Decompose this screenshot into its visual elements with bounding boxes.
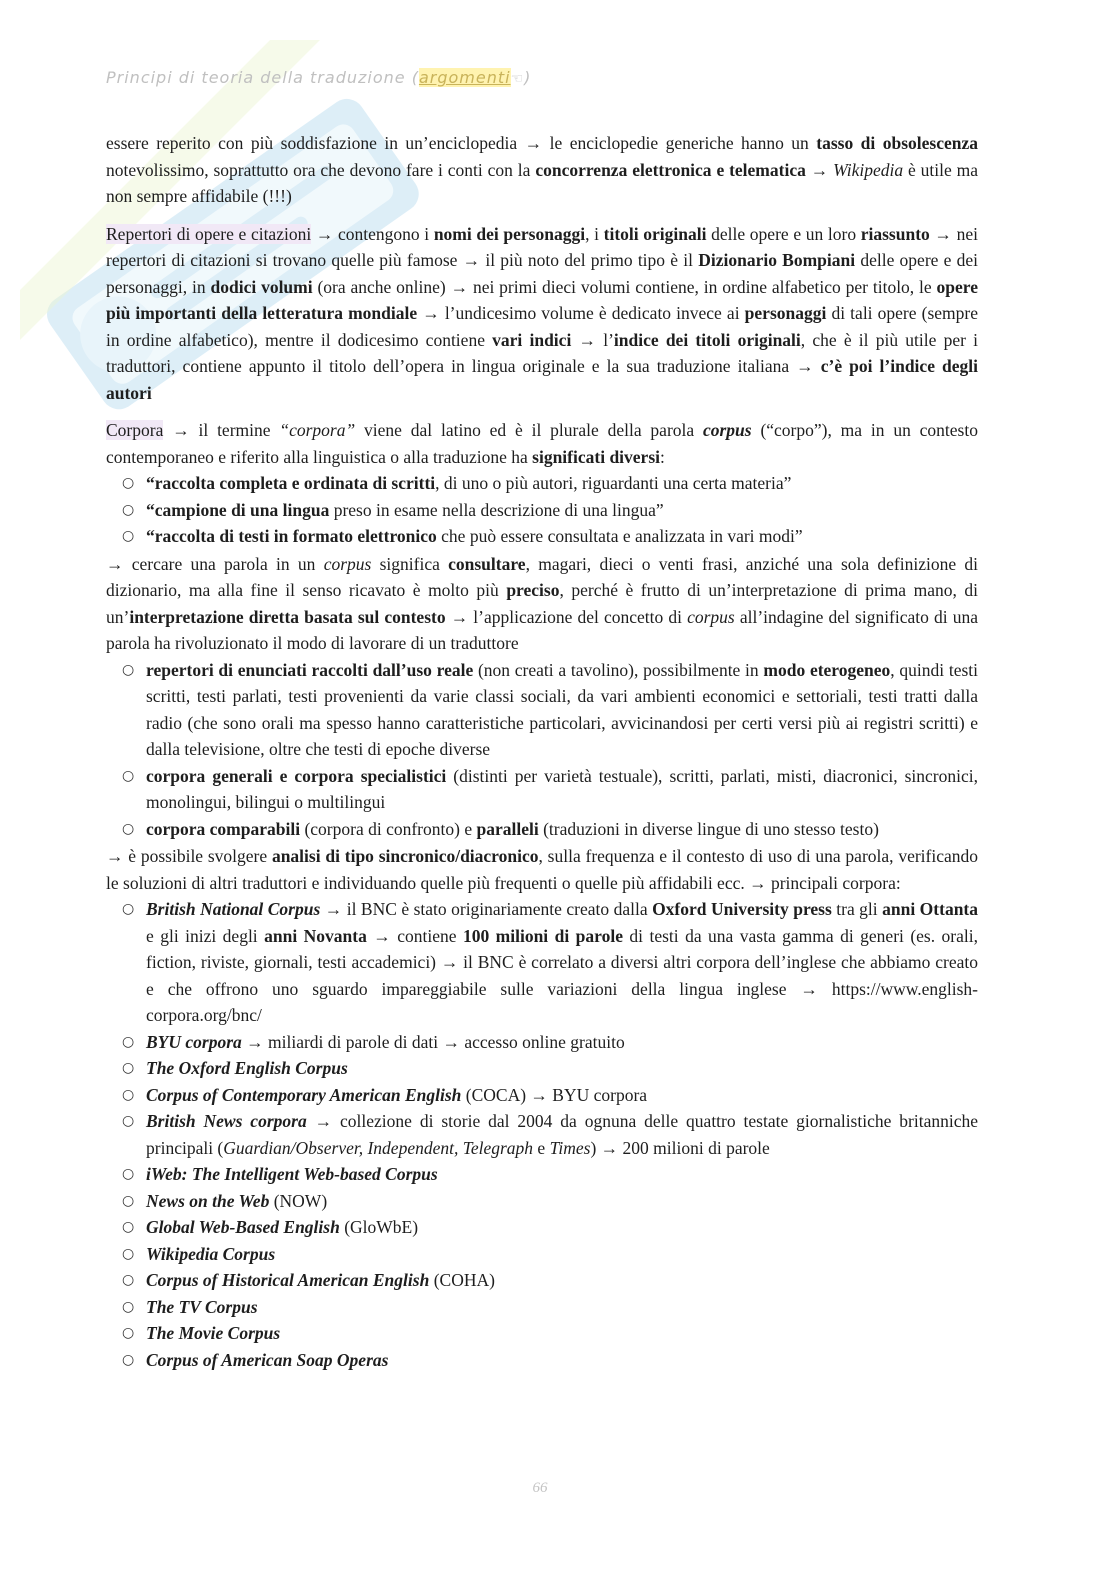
list-item: ○ The Movie Corpus [146, 1320, 978, 1347]
paragraph-encyclopedia: essere reperito con più soddisfazione in un’enciclopedia → le enciclopedie generiche hanno un tasso di obsolescenza notevolissimo, soprattutto ora che devono fare i conti con la concorrenza elettronica e telematica → Wikipedia è utile ma non sempre affidabile (!!!) [106, 133, 978, 206]
corpora-list [106, 896, 978, 1373]
header-title: Principi di teoria della traduzione ( [106, 68, 419, 87]
list-item: ○ “campione di una lingua preso in esame nella descrizione di una lingua” [146, 497, 978, 524]
page-number: 66 [532, 1480, 548, 1496]
bullet-icon: ○ [122, 1245, 135, 1262]
bullet-icon: ○ [122, 501, 135, 518]
list-item: ○ repertori di enunciati raccolti dall’uso reale (non creati a tavolino), possibilmente in modo eterogeneo, quindi testi scritti, testi parlati, testi provenienti da varie classi sociali, da vari ambienti economici e settoriali, testi tratti dalla radio (che sono orali ma spesso hanno caratteristiche particolari, avvicinandosi per certi versi più ai registri scritti) e dalla televisione, oltre che testi di epoche diverse [146, 657, 978, 763]
list-item: ○ Wikipedia Corpus [146, 1241, 978, 1268]
list-item-oxford: ○ The Oxford English Corpus [146, 1055, 978, 1082]
bullet-icon: ○ [122, 767, 135, 784]
bullet-icon: ○ [122, 1325, 135, 1341]
bullet-icon: ○ [122, 1219, 135, 1235]
bullet-icon: ○ [122, 475, 135, 491]
repertori-list [106, 657, 978, 843]
list-item: ○ News on the Web (NOW) [146, 1188, 978, 1215]
pointing-hand-icon: ☜ [510, 71, 525, 87]
bullet-icon: ○ [122, 901, 135, 917]
bullet-icon: ○ [122, 1166, 135, 1182]
header-link-argomenti[interactable]: argomenti [418, 68, 511, 87]
bullet-icon: ○ [122, 1298, 135, 1315]
list-item: ○ Corpus of American Soap Operas [146, 1347, 978, 1374]
list-item-british-news: ○ British News corpora → collezione di storie dal 2004 da ognuna delle quattro testate giornalistiche britanniche principali (Guardian/Observer, Independent, Telegraph e Times) → 200 milioni di parole [146, 1108, 978, 1161]
section-label-corpora: Corpora [106, 420, 164, 440]
paragraph-corpora: Corpora → il termine “corpora” viene dal latino ed è il plurale della parola corpus (“corpo”), ma in un contesto contemporaneo e riferito alla linguistica o alla traduzione ha significati diversi: [106, 420, 978, 467]
bullet-icon: ○ [122, 1060, 135, 1076]
bullet-icon: ○ [122, 661, 135, 678]
list-item: ○ corpora generali e corpora specialistici (distinti per varietà testuale), scritti, parlati, misti, diacronici, sincronici, monolingui, bilingui o multilingui [146, 763, 978, 816]
bullet-icon: ○ [122, 1033, 135, 1050]
definition-list [106, 470, 978, 550]
document-body [106, 130, 978, 1374]
list-item: ○ iWeb: The Intelligent Web-based Corpus [146, 1161, 978, 1188]
bullet-icon: ○ [122, 1192, 135, 1209]
list-item: ○ The TV Corpus [146, 1294, 978, 1321]
list-item-bnc: ○ British National Corpus → il BNC è stato originariamente creato dalla Oxford University press tra gli anni Ottanta e gli inizi degli anni Novanta → contiene 100 milioni di parole di testi da una vasta gamma di generi (es. orali, fiction, riviste, giornali, testi accademici) → il BNC è correlato a diversi altri corpora dell’inglese che abbiamo creato e che offrono uno sguardo impareggiabile sulle variazioni della lingua inglese → https://www.english-corpora.org/bnc/ [146, 896, 978, 1029]
bullet-icon: ○ [122, 1113, 135, 1129]
running-header [106, 68, 531, 87]
paragraph-repertori: Repertori di opere e citazioni → contengono i nomi dei personaggi, i titoli originali delle opere e un loro riassunto → nei repertori di citazioni si trovano quelle più famose → il più noto del primo tipo è il Dizionario Bompiani delle opere e dei personaggi, in dodici volumi (ora anche online) → nei primi dieci volumi contiene, in ordine alfabetico per titolo, le opere più importanti della letteratura mondiale → l’undicesimo volume è dedicato invece ai personaggi di tali opere (sempre in ordine alfabetico), mentre il dodicesimo contiene vari indici → l’indice dei titoli originali, che è il più utile per i traduttori, contiene appunto il titolo dell’opera in lingua originale e la sua traduzione italiana → c’è poi l’indice degli autori [106, 223, 978, 403]
list-item-coca: ○ Corpus of Contemporary American English (COCA) → BYU corpora [146, 1082, 978, 1109]
bullet-icon: ○ [122, 1272, 135, 1288]
bullet-icon: ○ [122, 1351, 135, 1368]
bullet-icon: ○ [122, 820, 135, 837]
header-close-paren: ) [524, 68, 532, 87]
list-item: ○ Corpus of Historical American English (COHA) [146, 1267, 978, 1294]
bullet-icon: ○ [122, 528, 135, 544]
list-item: ○ corpora comparabili (corpora di confronto) e paralleli (traduzioni in diverse lingue di uno stesso testo) [146, 816, 978, 843]
paragraph-analysis: → è possibile svolgere analisi di tipo sincronico/diacronico, sulla frequenza e il contesto di uso di una parola, verificando le soluzioni di altri traduttori e individuando quelle più frequenti o quelle più affidabili ecc. → principali corpora: [106, 846, 979, 893]
list-item: ○ “raccolta completa e ordinata di scritti, di uno o più autori, riguardanti una certa materia” [146, 470, 978, 497]
section-label-repertori: Repertori di opere e citazioni [106, 223, 312, 244]
bullet-icon: ○ [122, 1086, 135, 1103]
list-item: ○ Global Web-Based English (GloWbE) [146, 1214, 978, 1241]
paragraph-corpus-usage: → cercare una parola in un corpus significa consultare, magari, dieci o venti frasi, anziché una sola definizione di dizionario, ma alla fine il senso ricavato è molto più preciso, perché è frutto di un’interpretazione di prima mano, di un’interpretazione diretta basata sul contesto → l’applicazione del concetto di corpus all’indagine del significato di una parola ha rivoluzionato il modo di lavorare di un traduttore [106, 553, 978, 653]
list-item: ○ “raccolta di testi in formato elettronico che può essere consultata e analizzata in vari modi” [146, 523, 978, 550]
list-item-byu: ○ BYU corpora → miliardi di parole di dati → accesso online gratuito [146, 1029, 978, 1056]
